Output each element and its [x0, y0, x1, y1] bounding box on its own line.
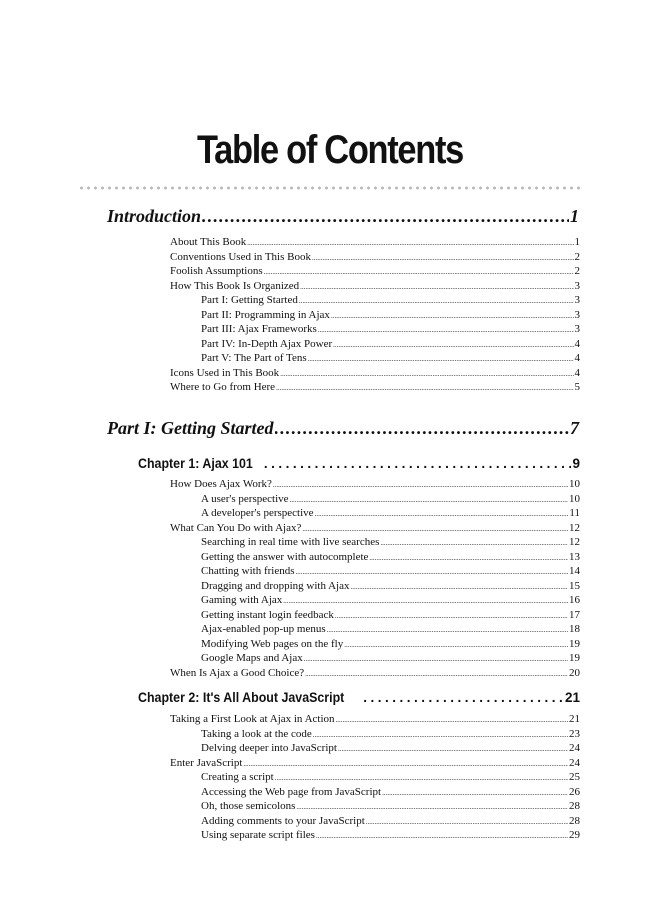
toc-entry[interactable]	[170, 381, 580, 393]
toc-leader-dots	[305, 667, 568, 678]
toc-subentry[interactable]	[201, 594, 580, 606]
page-title: Table of Contents	[196, 128, 464, 172]
toc-entry[interactable]	[170, 236, 580, 248]
toc-part-introduction[interactable]	[107, 206, 579, 227]
toc-page-number: 19	[569, 652, 580, 664]
toc-subentry[interactable]	[201, 728, 580, 740]
toc-chapter-2[interactable]	[138, 690, 580, 705]
toc-page-number: 12	[569, 536, 580, 548]
toc-subentry[interactable]	[201, 323, 580, 335]
toc-subentry[interactable]	[201, 536, 580, 548]
toc-entry[interactable]	[170, 265, 580, 277]
toc-leader-dots	[333, 338, 573, 349]
toc-leader-dots	[350, 580, 568, 591]
toc-subentry[interactable]	[201, 507, 580, 519]
toc-entry-title: Part II: Programming in Ajax	[201, 308, 330, 321]
toc-leader-dots	[290, 493, 568, 504]
toc-entry-title: Adding comments to your JavaScript	[201, 814, 365, 827]
toc-entry-title: How This Book Is Organized	[170, 279, 300, 292]
toc-chapter-1[interactable]	[138, 456, 580, 471]
toc-page-number: 19	[569, 637, 580, 650]
toc-page-number: 1	[570, 206, 579, 226]
toc-entry-title: A user's perspective	[201, 492, 289, 505]
toc-page-number: 28	[569, 814, 580, 827]
toc-page-number: 11	[569, 507, 580, 519]
toc-leader-dots	[300, 280, 573, 291]
toc-entry[interactable]	[170, 367, 580, 379]
toc-entry-title: Part V: The Part of Tens	[201, 352, 307, 364]
toc-page-number: 10	[569, 478, 580, 490]
toc-entry-title: Modifying Web pages on the fly	[201, 637, 344, 650]
toc-entry[interactable]	[170, 522, 580, 534]
toc-leader-dots	[363, 690, 564, 704]
toc-part-title: Part I: Getting Started	[107, 418, 274, 438]
toc-leader-dots	[296, 800, 568, 811]
toc-entry-title: Ajax-enabled pop-up menus	[201, 623, 326, 635]
toc-leader-dots	[380, 536, 568, 547]
toc-subentry[interactable]	[201, 652, 580, 664]
toc-entry[interactable]	[170, 757, 580, 769]
toc-leader-dots	[318, 323, 574, 334]
toc-leader-dots	[312, 251, 574, 262]
toc-page-number: 25	[569, 771, 580, 783]
toc-leader-dots	[243, 757, 568, 768]
toc-entry-title: About This Book	[170, 236, 247, 248]
toc-subentry[interactable]	[201, 338, 580, 350]
toc-chapter-title: Chapter 2: It's All About JavaScript	[138, 690, 345, 705]
toc-entry-title: Searching in real time with live searches	[201, 536, 380, 548]
toc-page-number: 3	[574, 294, 580, 306]
toc-page-number: 4	[574, 352, 580, 364]
toc-leader-dots	[336, 713, 568, 724]
toc-leader-dots	[313, 728, 568, 739]
toc-page-number: 26	[569, 785, 580, 798]
toc-leader-dots	[280, 367, 573, 378]
toc-subentry[interactable]	[201, 565, 580, 577]
toc-entry-title: Part III: Ajax Frameworks	[201, 323, 317, 335]
toc-leader-dots	[302, 522, 568, 533]
dotted-rule	[78, 186, 583, 190]
toc-subentry[interactable]	[201, 638, 580, 650]
toc-page-number: 14	[569, 565, 580, 577]
toc-leader-dots	[327, 623, 568, 634]
toc-leader-dots	[276, 381, 573, 392]
toc-leader-dots	[308, 352, 574, 363]
toc-page-number: 24	[569, 756, 580, 769]
toc-entry[interactable]	[170, 251, 580, 263]
toc-page-number: 16	[569, 594, 580, 606]
toc-page-number: 3	[574, 279, 580, 292]
toc-subentry[interactable]	[201, 352, 580, 364]
toc-leader-dots	[304, 652, 568, 663]
toc-page-number: 2	[574, 250, 580, 263]
toc-leader-dots	[316, 829, 568, 840]
toc-page-number: 15	[569, 579, 580, 592]
toc-page-number: 4	[574, 366, 580, 379]
toc-page-number: 13	[569, 550, 580, 563]
toc-page-number: 21	[569, 713, 580, 725]
toc-leader-dots	[331, 309, 574, 320]
toc-leader-dots	[275, 771, 568, 782]
toc-entry-title: How Does Ajax Work?	[170, 478, 272, 490]
toc-entry[interactable]	[170, 667, 580, 679]
toc-leader-dots	[338, 742, 568, 753]
toc-page-number: 3	[574, 308, 580, 321]
toc-page-number: 10	[569, 492, 580, 505]
toc-leader-dots	[264, 456, 572, 470]
toc-subentry[interactable]	[201, 309, 580, 321]
toc-entry-title: Foolish Assumptions	[170, 265, 263, 277]
toc-page-number: 5	[574, 381, 580, 393]
toc-entry-title: Part I: Getting Started	[201, 294, 298, 306]
toc-leader-dots	[344, 638, 568, 649]
toc-entry-title: Icons Used in This Book	[170, 366, 280, 379]
toc-entry-title: Taking a look at the code	[201, 727, 312, 740]
toc-chapter-title: Chapter 1: Ajax 101	[138, 456, 253, 471]
toc-leader-dots	[315, 507, 569, 518]
toc-page-number: 1	[574, 236, 580, 248]
toc-page-number: 29	[569, 829, 580, 841]
toc-part-1[interactable]	[107, 418, 579, 439]
toc-leader-dots	[366, 815, 568, 826]
toc-entry-title: Enter JavaScript	[170, 756, 243, 769]
toc-page-number: 17	[569, 608, 580, 621]
toc-entry-title: Using separate script files	[201, 829, 315, 841]
toc-entry[interactable]	[170, 280, 580, 292]
toc-entry-title: Dragging and dropping with Ajax	[201, 579, 350, 592]
toc-page-number: 24	[569, 742, 580, 754]
toc-page-number: 18	[569, 623, 580, 635]
toc-leader-dots	[335, 609, 568, 620]
toc-page-number: 4	[574, 337, 580, 350]
toc-subentry[interactable]	[201, 493, 580, 505]
toc-part-title: Introduction	[107, 206, 202, 226]
toc-page-number: 3	[574, 323, 580, 335]
toc-leader-dots	[202, 206, 569, 224]
toc-entry-title: A developer's perspective	[201, 507, 314, 519]
toc-subentry[interactable]	[201, 609, 580, 621]
toc-leader-dots	[247, 236, 573, 247]
toc-entry-title: What Can You Do with Ajax?	[170, 521, 302, 534]
toc-entry[interactable]	[170, 478, 580, 490]
toc-page-number: 2	[574, 265, 580, 277]
toc-entry-title: Taking a First Look at Ajax in Action	[170, 713, 335, 725]
toc-entry-title: Google Maps and Ajax	[201, 652, 303, 664]
toc-subentry[interactable]	[201, 294, 580, 306]
toc-subentry[interactable]	[201, 623, 580, 635]
toc-leader-dots	[299, 294, 574, 305]
toc-subentry[interactable]	[201, 742, 580, 754]
toc-subentry[interactable]	[201, 800, 580, 812]
toc-entry-title: Delving deeper into JavaScript	[201, 742, 337, 754]
toc-entry-title: When Is Ajax a Good Choice?	[170, 666, 305, 679]
toc-leader-dots	[369, 551, 568, 562]
toc-subentry[interactable]	[201, 815, 580, 827]
toc-entry-title: Part IV: In-Depth Ajax Power	[201, 337, 333, 350]
toc-entry[interactable]	[170, 713, 580, 725]
toc-page-number: 28	[569, 800, 580, 812]
toc-subentry[interactable]	[201, 580, 580, 592]
toc-leader-dots	[382, 786, 568, 797]
toc-entry-title: Getting the answer with autocomplete	[201, 550, 369, 563]
toc-leader-dots	[283, 594, 568, 605]
toc-subentry[interactable]	[201, 829, 580, 841]
toc-page-number: 20	[569, 666, 580, 679]
toc-page-number: 23	[569, 727, 580, 740]
toc-subentry[interactable]	[201, 551, 580, 563]
toc-leader-dots	[273, 478, 568, 489]
toc-page-number: 12	[569, 521, 580, 534]
toc-entry-title: Where to Go from Here	[170, 381, 276, 393]
toc-subentry[interactable]	[201, 786, 580, 798]
toc-subentry[interactable]	[201, 771, 580, 783]
toc-page-number: 9	[572, 456, 580, 471]
toc-leader-dots	[296, 565, 569, 576]
toc-page-number: 21	[564, 690, 580, 705]
toc-entry-title: Oh, those semicolons	[201, 800, 296, 812]
toc-entry-title: Getting instant login feedback	[201, 608, 334, 621]
toc-entry-title: Conventions Used in This Book	[170, 250, 311, 263]
toc-entry-title: Gaming with Ajax	[201, 594, 283, 606]
toc-leader-dots	[264, 265, 574, 276]
toc-entry-title: Accessing the Web page from JavaScript	[201, 785, 382, 798]
toc-page-number: 7	[570, 418, 579, 438]
toc-entry-title: Creating a script	[201, 771, 274, 783]
toc-entry-title: Chatting with friends	[201, 565, 295, 577]
toc-leader-dots	[275, 418, 569, 436]
